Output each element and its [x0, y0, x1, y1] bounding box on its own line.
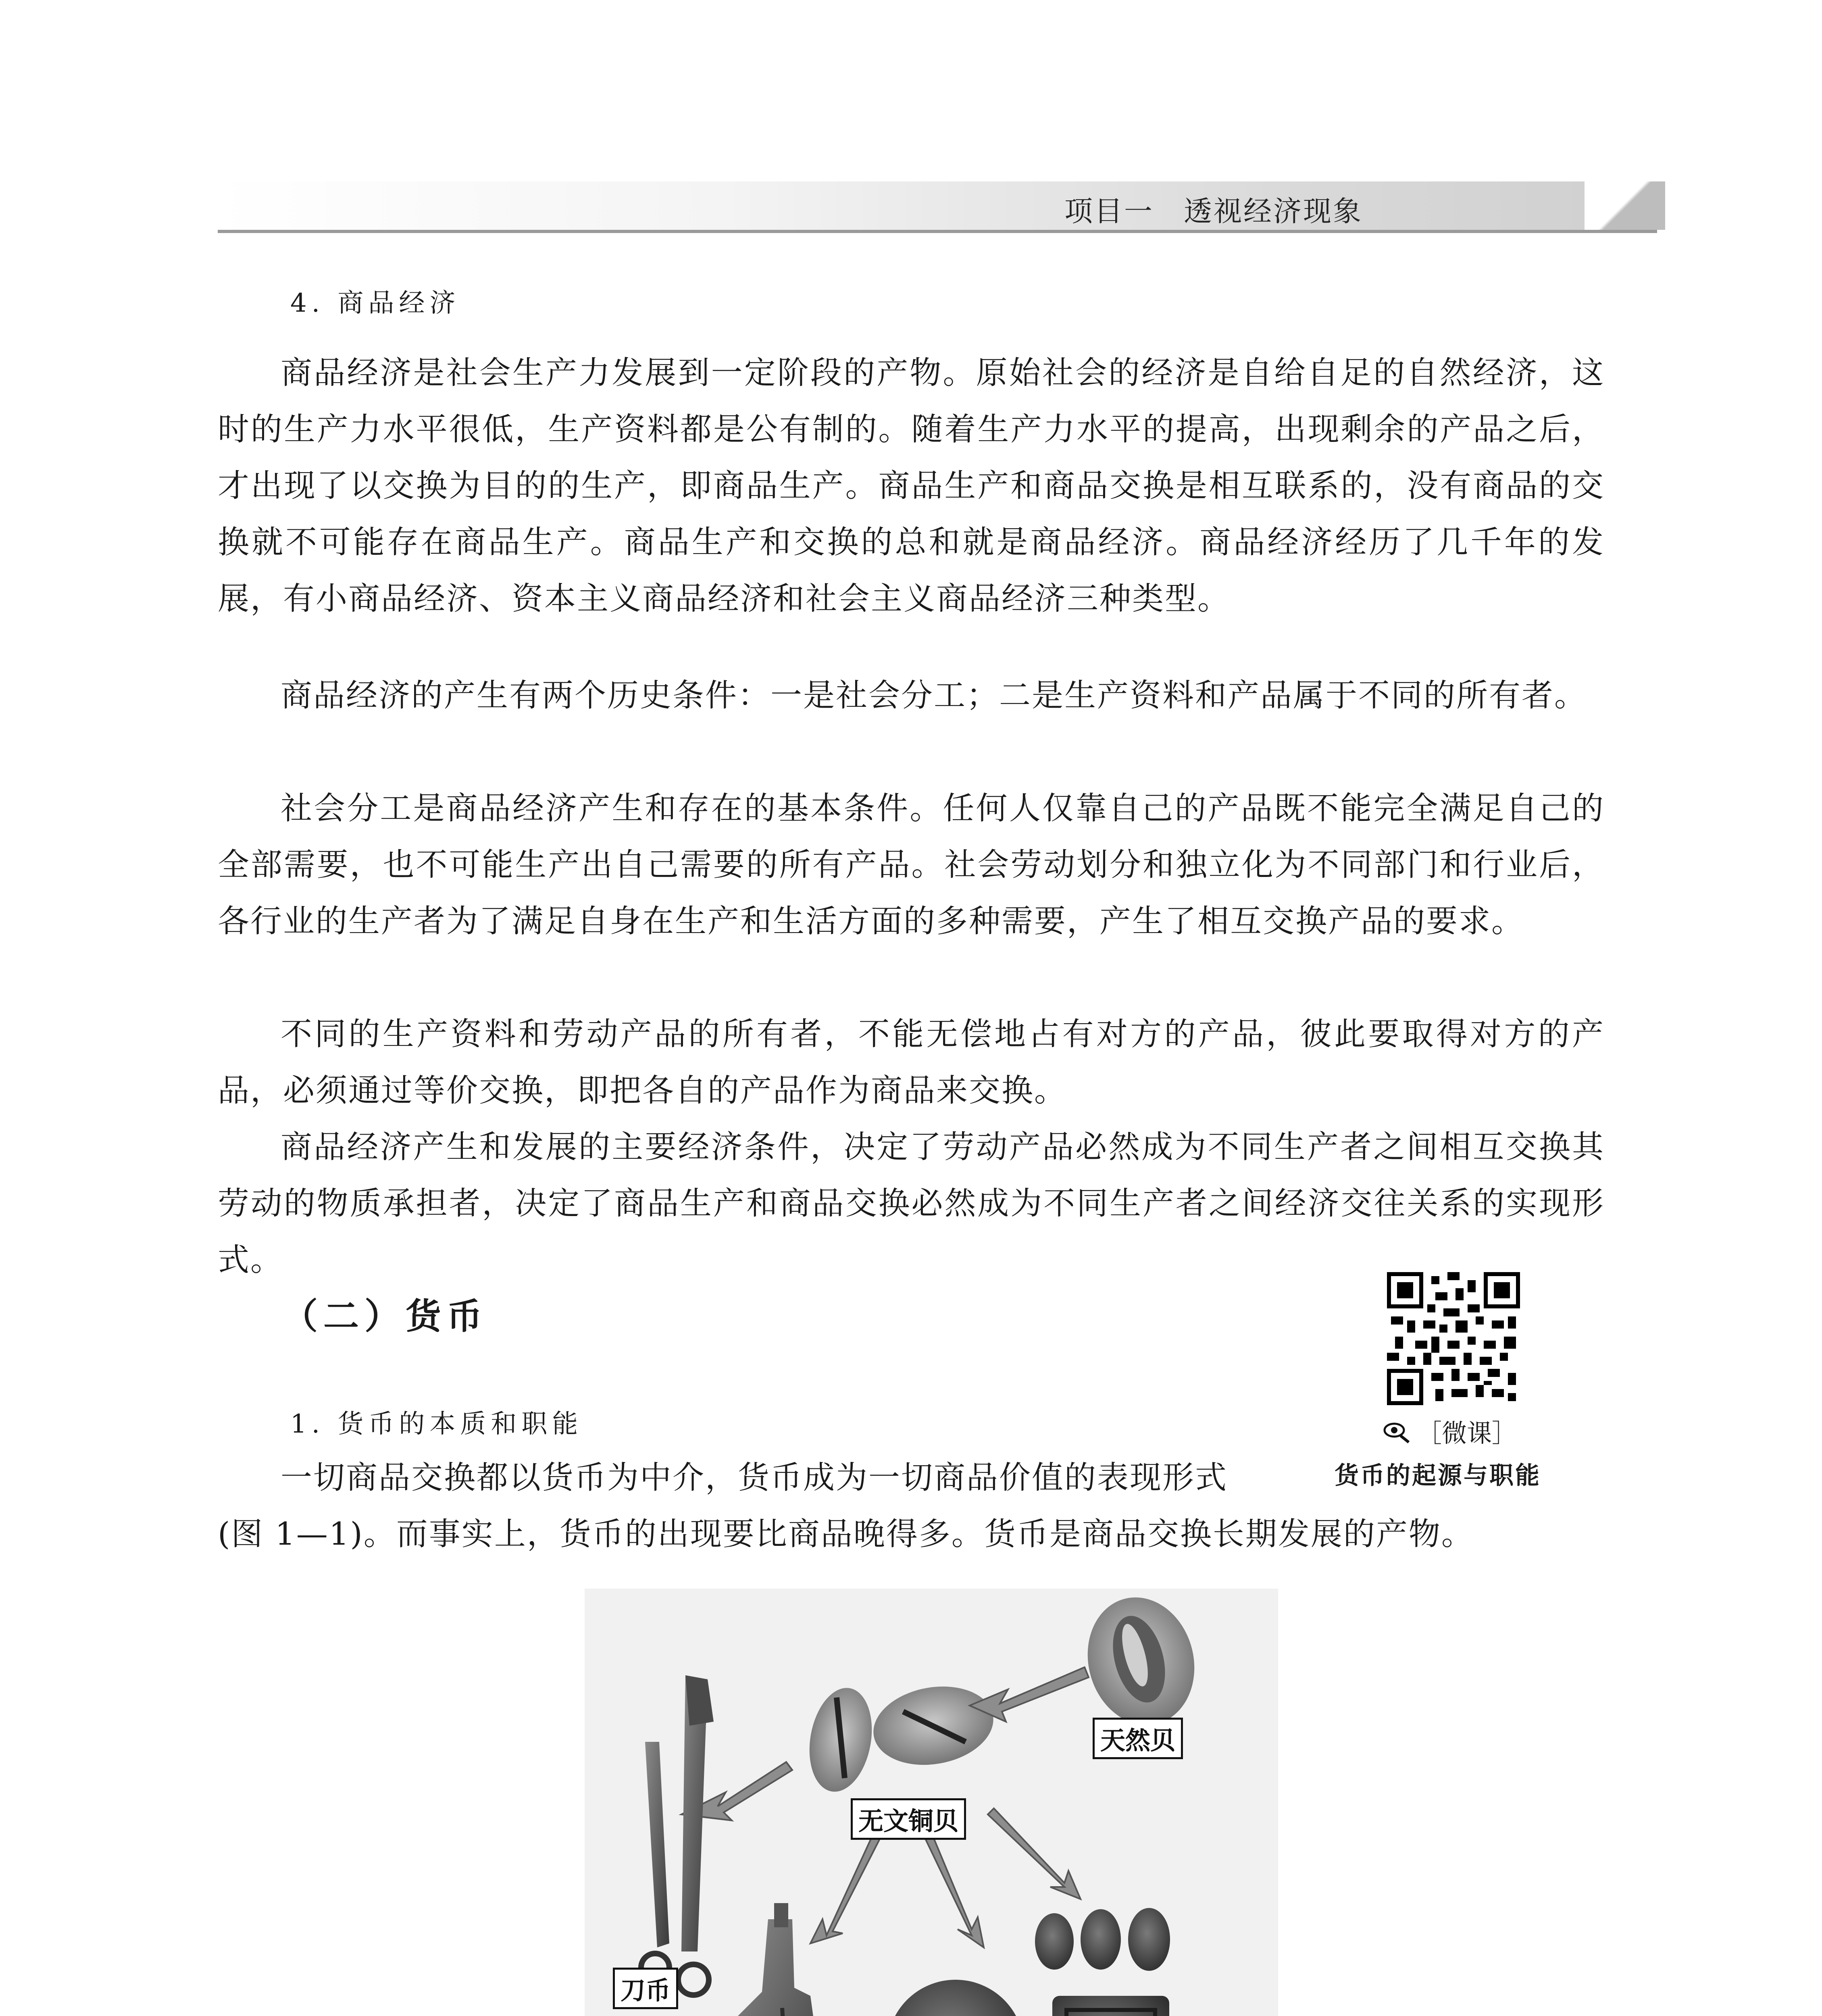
paragraph-1: 商品经济是社会生产力发展到一定阶段的产物。原始社会的经济是自给自足的自然经济，这时的生产力水平很低，生产资料都是公有制的。随着生产力水平的提高，出现剩余的产品之后，才出现了以交换为目的的生产，即商品生产。商品生产和商品交换是相互联系的，没有商品的交换就不可能存在商品生产。商品生产和交换的总和就是商品经济。商品经济经历了几千年的发展，有小商品经济、资本主义商品经济和社会主义商品经济三种类型。 [218, 355, 1605, 617]
section-heading-money: （二）货币 [282, 1295, 488, 1337]
paragraph-5: 商品经济产生和发展的主要经济条件，决定了劳动产品必然成为不同生产者之间相互交换其劳动的物质承担者，决定了商品生产和商品交换必然成为不同生产者之间经济交往关系的实现形式。 [218, 1129, 1605, 1278]
paragraph-money-line1: 一切商品交换都以货币为中介，货币成为一切商品价值的表现形式 [281, 1460, 1228, 1496]
running-header-rule [218, 230, 1657, 233]
ant-nose-coin-image [1035, 1908, 1170, 2016]
subsection-title-commodity-economy: 4. 商品经济 [290, 288, 460, 318]
qr-tag-text: ［微课］ [1417, 1418, 1517, 1448]
natural-shell-image [1074, 1589, 1208, 1737]
paragraph-2: 商品经济的产生有两个历史条件：一是社会分工；二是生产资料和产品属于不同的所有者。 [281, 677, 1587, 714]
round-coin-image [887, 1980, 1024, 2016]
running-header-wedge [1585, 181, 1665, 230]
knife-coin-image [641, 1675, 714, 1995]
label-natural-shell: 天然贝 [1093, 1718, 1183, 1759]
subsection-title-money-nature: 1. 货币的本质和职能 [290, 1409, 583, 1439]
bronze-shell-image [802, 1677, 1000, 1797]
paragraph-3: 社会分工是商品经济产生和存在的基本条件。任何人仅靠自己的产品既不能完全满足自己的全部需要，也不可能生产出自己需要的所有产品。社会劳动划分和独立化为不同部门和行业后，各行业的生产者为了满足自身在生产和生活方面的多种需要，产生了相互交换产品的要求。 [218, 790, 1605, 939]
eye-magnifier-icon [1383, 1419, 1411, 1444]
running-header-bar [218, 181, 1657, 230]
paragraph-4: 不同的生产资料和劳动产品的所有者，不能无偿地占有对方的产品，彼此要取得对方的产品，必须通过等价交换，即把各自的产品作为商品来交换。 [218, 1016, 1605, 1109]
label-knife-coin: 刀币 [613, 1968, 678, 2009]
qr-tag [1383, 1413, 1517, 1449]
running-header-title: 项目一 透视经济现象 [1064, 195, 1363, 228]
label-bronze-shell: 无文铜贝 [851, 1798, 966, 1840]
paragraph-money-line2: (图 1—1)。而事实上，货币的出现要比商品晚得多。货币是商品交换长期发展的产物。 [218, 1516, 1474, 1552]
qr-code[interactable] [1387, 1272, 1520, 1405]
qr-caption: 货币的起源与职能 [1335, 1462, 1541, 1490]
figure-coin-development [585, 1589, 1278, 2016]
spade-coin-image [738, 1903, 827, 2016]
